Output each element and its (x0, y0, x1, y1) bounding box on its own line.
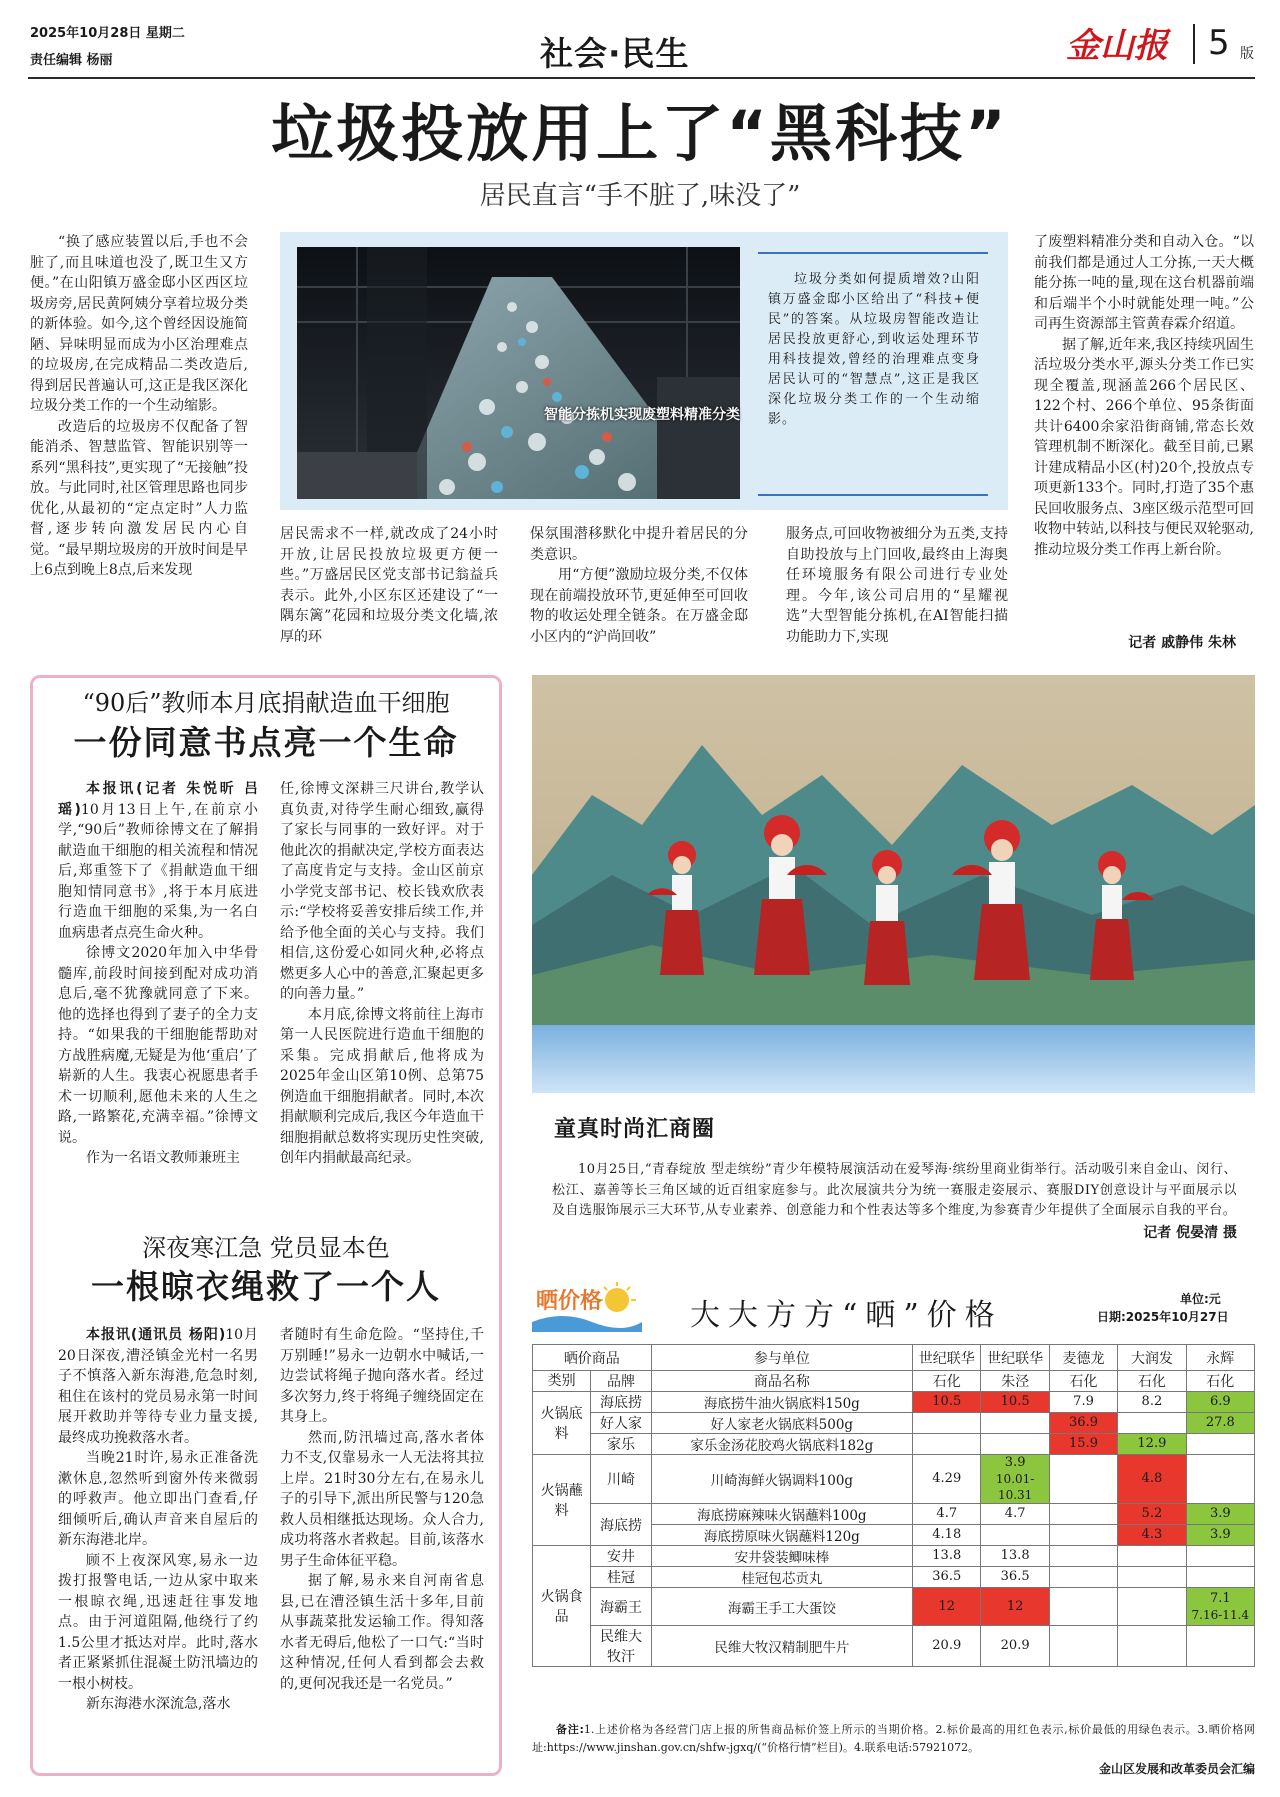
price-cell (1186, 1626, 1254, 1667)
category-cell: 火锅蘸料 (533, 1455, 591, 1546)
price-cell (1186, 1434, 1254, 1455)
subheader-cell: 朱泾 (981, 1371, 1049, 1392)
table-header-row (533, 1345, 1255, 1371)
price-value: 36.9 (1069, 1415, 1098, 1430)
price-cell (981, 1455, 1049, 1504)
logo-text: 晒价格 (536, 1289, 603, 1314)
lead-feature-box (280, 232, 1008, 510)
brand-cell: 海底捞 (591, 1392, 651, 1413)
price-cell (1049, 1434, 1117, 1455)
lead-column-1: “换了感应装置以后,手也不会脏了,而且味道也没了,既卫生又方便。”在山阳镇万盛金邸小区西区垃圾房旁,居民黄阿姨分享着垃圾分类的新体验。如今,这个曾经因设施简陋、异味明显而成为小区治理难点的垃圾房,在完成精品二类改造后,得到居民普遍认可,这正是我区深化垃圾分类工作的一个生动缩影。 改造后的垃圾房不仅配备了智能消杀、智慧监管、智能识别等一系列“黑科技”,更实现了“无接触”投放。与此同时,社区管理思路也同步优化,从最初的“定点定时”人力监督,逐步转向激发居民内心自觉。“最早期垃圾房的开放时间是早上6点到晚上8点,后来发现 (30, 234, 248, 578)
brand-cell: 桂冠 (591, 1567, 651, 1588)
price-value: 12 (1006, 1598, 1024, 1614)
table-row (533, 1455, 1255, 1504)
story2-column-1: 本报讯(记者 朱悦昕 吕瑶)10月13日上午,在前京小学,“90后”教师徐博文在了解捐献造血干细胞的相关流程和情况后,郑重签下了《捐献造血干细胞知情同意书》,将于本月底进行造血干细胞的采集,为一名白血病患者点亮生命火种。 徐博文2020年加入中华骨髓库,前段时间接到配对成功消息后,毫不犹豫就同意了下来。他的选择也得到了妻子的全力支持。“如果我的干细胞能帮助对方战胜病魔,无疑是为他‘重启’了崭新的人生。我衷心祝愿患者手术一切顺利,愿他未来的人生之路,一路繁花,充满幸福。”徐博文说。 作为一名语文教师兼班主 (58, 781, 258, 1166)
lead-subhead: 居民直言“手不脏了,味没了” (479, 181, 801, 211)
price-value: 36.5 (1000, 1569, 1030, 1584)
price-cell (913, 1567, 981, 1588)
price-value: 36.5 (932, 1569, 962, 1584)
price-cell (981, 1546, 1049, 1567)
price-logo (532, 1282, 642, 1332)
subheader-cell: 品牌 (591, 1371, 651, 1392)
editor-credit: 责任编辑 杨丽 (30, 53, 113, 68)
product-cell: 海底捞麻辣味火锅蘸料100g (651, 1504, 912, 1525)
price-cell (1049, 1626, 1117, 1667)
price-cell (1186, 1392, 1254, 1413)
price-value: 4.18 (932, 1527, 962, 1542)
price-cell (1049, 1413, 1117, 1434)
header-cell: 参与单位 (651, 1345, 912, 1371)
price-value: 20.9 (932, 1638, 962, 1653)
price-cell (1118, 1434, 1186, 1455)
brand-cell: 家乐 (591, 1434, 651, 1455)
price-table (532, 1344, 1255, 1667)
table-row (533, 1392, 1255, 1413)
price-cell (1049, 1546, 1117, 1567)
sorting-machine-photo (297, 247, 740, 499)
table-row (533, 1434, 1255, 1455)
story3-column-1: 本报讯(通讯员 杨阳)10月20日深夜,漕泾镇金光村一名男子不慎落入新东海港,危急时刻,租住在该村的党员易永第一时间展开救助并等待专业力量支援,最终成功挽救落水者。 当晚21时许,易永正准备洗漱休息,忽然听到窗外传来微弱的呼救声。他立即出门查看,仔细倾听后,确认声音来自屋后的新东海港北岸。 顾不上夜深风寒,易永一边拨打报警电话,一边从家中取来一根晾衣绳,迅速赶往事发地点。由于河道阻隔,他绕行了约1.5公里才抵达对岸。此时,落水者正紧紧抓住混凝土防汛墙边的一根小树枝。 新东海港水深流急,落水 (58, 1327, 258, 1712)
table-row (533, 1588, 1255, 1626)
subheader-cell: 石化 (1049, 1371, 1117, 1392)
price-value: 13.8 (1000, 1548, 1030, 1563)
price-value: 8.2 (1141, 1394, 1163, 1409)
paper-logo: 金山报 (1066, 26, 1168, 66)
price-value: 27.8 (1205, 1415, 1235, 1430)
price-cell (913, 1504, 981, 1525)
header-cell: 麦德龙 (1049, 1345, 1117, 1371)
lead-column-4: 服务点,可回收物被细分为五类,支持自助投放与上门回收,最终由上海奥任环境服务有限公司进行专业处理。今年,该公司启用的“星耀视选”大型智能分拣机,在AI智能扫描功能助力下,实现 (786, 526, 1008, 645)
price-value: 7.1 (1209, 1590, 1231, 1606)
price-cell (913, 1546, 981, 1567)
header-cell: 世纪联华 (981, 1345, 1049, 1371)
price-value: 4.7 (936, 1506, 958, 1521)
lead-column-5: 了废塑料精准分类和自动入仓。“以前我们都是通过人工分拣,一天大概能分拣一吨的量,现在这台机器前端和后端半个小时就能处理一吨。”公司再生资源部主管黄春霖介绍道。 据了解,近年来,我区持续巩固生活垃圾分类水平,源头分类工作已实现全覆盖,现涵盖266个居民区、122个村、266个单位、95条街面共计6400余家沿街商铺,常态长效管理机制不断深化。截至目前,已累计建成精品小区(村)20个,投放点专项更新133个。同时,打造了35个惠民回收服务点、3座区级示范型可回收物中转站,以科技与便民双轮驱动,推动垃圾分类工作再上新台阶。 (1034, 234, 1254, 558)
product-cell: 家乐金汤花胶鸡火锅底料182g (651, 1434, 912, 1455)
price-cell (913, 1455, 981, 1504)
table-subheader-row (533, 1371, 1255, 1392)
price-source: 金山区发展和改革委员会汇编 (1098, 1762, 1255, 1776)
issue-date: 2025年10月28日 星期二 (30, 26, 185, 41)
summary-rule-top (758, 252, 988, 254)
price-title: 大大方方“晒”价格 (690, 1298, 1003, 1333)
price-value: 5.2 (1141, 1506, 1163, 1521)
table-row (533, 1546, 1255, 1567)
summary-rule-bottom (758, 494, 988, 496)
subheader-cell: 石化 (1186, 1371, 1254, 1392)
page-suffix: 版 (1240, 46, 1254, 62)
price-cell (1186, 1567, 1254, 1588)
price-cell (981, 1567, 1049, 1588)
price-cell (1049, 1525, 1117, 1546)
table-row (533, 1413, 1255, 1434)
masthead-divider (1193, 24, 1195, 64)
brand-cell: 安井 (591, 1546, 651, 1567)
price-value: 10.5 (932, 1394, 962, 1409)
photo-story-text: 10月25日,“青春绽放 型走缤纷”青少年模特展演活动在爱琴海·缤纷里商业街举行。活动吸引来自金山、闵行、松江、嘉善等长三角区域的近百组家庭参与。此次展演共分为统一赛服走姿展示、赛服DIY创意设计与平面展示以及自选服饰展示三大环节,从专业素养、创意能力和个性表达等多个维度,为参赛青少年提供了全面展示自我的平台。 (552, 1162, 1237, 1218)
price-value: 4.3 (1141, 1527, 1163, 1542)
masthead-rule (28, 77, 1255, 79)
table-row (533, 1567, 1255, 1588)
price-cell (1186, 1413, 1254, 1434)
price-cell (1049, 1588, 1117, 1626)
lead-column-2: 居民需求不一样,就改成了24小时开放,让居民投放垃圾更方便一些。”万盛居民区党支部书记翁益兵表示。此外,小区东区还建设了“一隅东篱”花园和垃圾分类文化墙,浓厚的环 (280, 526, 498, 645)
price-value: 7.16-11.4 (1191, 1607, 1250, 1622)
brand-cell: 民维大牧汗 (591, 1626, 651, 1667)
price-cell (1049, 1455, 1117, 1504)
photo-story-title: 童真时尚汇商圈 (554, 1117, 716, 1142)
lead-summary: 垃圾分类如何提质增效?山阳镇万盛金邸小区给出了“科技+便民”的答案。从垃圾房智能改造让居民投放更舒心,到收运处理环节用科技提效,曾经的治理难点变身居民认可的“智慧点”,这正是我区深化垃圾分类工作的一个生动缩影。 (768, 272, 980, 427)
price-cell (981, 1525, 1049, 1546)
header-cell: 永辉 (1186, 1345, 1254, 1371)
subheader-cell: 商品名称 (651, 1371, 912, 1392)
story3-headline: 一根晾衣绳救了一个人 (91, 1267, 441, 1306)
price-cell (981, 1413, 1049, 1434)
price-value: 3.9 (1209, 1527, 1231, 1542)
price-cell (1049, 1567, 1117, 1588)
price-cell (1118, 1504, 1186, 1525)
price-cell (1118, 1626, 1186, 1667)
price-cell (1186, 1525, 1254, 1546)
price-cell (1049, 1392, 1117, 1413)
price-cell (913, 1413, 981, 1434)
price-cell (1118, 1588, 1186, 1626)
product-cell: 好人家老火锅底料500g (651, 1413, 912, 1434)
price-cell (913, 1588, 981, 1626)
product-cell: 民维大牧汉精制肥牛片 (651, 1626, 912, 1667)
price-value: 3.9 (1209, 1506, 1231, 1521)
fashion-show-photo (532, 675, 1255, 1093)
price-cell (913, 1392, 981, 1413)
brand-cell: 川崎 (591, 1455, 651, 1504)
price-cell (1186, 1546, 1254, 1567)
table-row (533, 1626, 1255, 1667)
product-cell: 桂冠包芯贡丸 (651, 1567, 912, 1588)
price-value: 12 (938, 1598, 956, 1614)
price-value: 3.9 (1004, 1455, 1026, 1470)
page-number: 5 (1208, 23, 1230, 63)
category-cell: 火锅底料 (533, 1392, 591, 1455)
price-cell (1118, 1413, 1186, 1434)
price-value: 10.5 (1000, 1394, 1030, 1409)
price-value: 7.9 (1073, 1394, 1094, 1409)
price-value: 4.7 (1004, 1506, 1026, 1521)
price-cell (1186, 1588, 1254, 1626)
story2-headline: 一份同意书点亮一个生命 (73, 723, 459, 762)
price-value: 13.8 (932, 1548, 962, 1563)
price-date: 日期:2025年10月27日 (1097, 1310, 1229, 1324)
price-cell (981, 1626, 1049, 1667)
subheader-cell: 石化 (913, 1371, 981, 1392)
story3-column-2: 者随时有生命危险。“坚持住,千万别睡!”易永一边朝水中喊话,一边尝试将绳子抛向落水者。经过多次努力,终于将绳子缠绕固定在其身上。 然而,防汛墙过高,落水者体力不支,仅靠易永一人无法将其拉上岸。21时30分左右,在易永儿子的引导下,派出所民警与120急救人员相继抵达现场。众人合力,成功将落水者救起。目前,该落水男子生命体征平稳。 据了解,易永来自河南省息县,已在漕泾镇生活十多年,目前从事蔬菜批发运输工作。得知落水者无碍后,他松了一口气:“当时这种情况,任何人看到都会去救的,更何况我还是一名党员。” (280, 1327, 484, 1692)
price-cell (1186, 1455, 1254, 1504)
price-cell (1049, 1504, 1117, 1525)
price-cell (981, 1392, 1049, 1413)
price-cell (1118, 1455, 1186, 1504)
price-unit: 单位:元 (1180, 1292, 1221, 1306)
brand-cell: 海底捞 (591, 1504, 651, 1546)
story2-kicker: “90后”教师本月底捐献造血干细胞 (82, 689, 450, 717)
price-cell (1186, 1504, 1254, 1525)
header-cell: 大润发 (1118, 1345, 1186, 1371)
product-cell: 川崎海鲜火锅调料100g (651, 1455, 912, 1504)
category-cell: 火锅食品 (533, 1546, 591, 1667)
header-cell: 晒价商品 (533, 1345, 652, 1371)
brand-cell: 海霸王 (591, 1588, 651, 1626)
price-cell (981, 1504, 1049, 1525)
price-value: 4.8 (1141, 1471, 1163, 1486)
price-cell (981, 1588, 1049, 1626)
price-cell (913, 1525, 981, 1546)
story2-column-2: 任,徐博文深耕三尺讲台,教学认真负责,对待学生耐心细致,赢得了家长与同事的一致好评。对于他此次的捐献决定,学校方面表达了高度肯定与支持。金山区前京小学党支部书记、校长钱欢欣表示:“学校将妥善安排后续工作,并给予他全面的关心与支持。我们相信,这份爱心如同火种,必将点燃更多人心中的善意,汇聚起更多的向善力量。” 本月底,徐博文将前往上海市第一人民医院进行造血干细胞的采集。完成捐献后,他将成为2025年金山区第10例、总第75例造血干细胞捐献者。同时,本次捐献顺利完成后,我区今年造血干细胞捐献总数将实现历史性突破,创年内捐献最高纪录。 (280, 781, 484, 1166)
product-cell: 安井袋装鲫味棒 (651, 1546, 912, 1567)
price-note: 备注:1.上述价格为各经营门店上报的所售商品标价签上所示的当期价格。2.标价最高的用红色表示,标价最低的用绿色表示。3.晒价格网址:https://www.jinshan.gov.cn/shfw-jgxq/(“价格行情”栏目)。4.联系电话:57921072。 (532, 1723, 1255, 1754)
price-value: 4.29 (932, 1471, 962, 1486)
subheader-cell: 石化 (1118, 1371, 1186, 1392)
photo-caption: 智能分拣机实现废塑料精准分类 (544, 407, 740, 423)
lead-column-3: 保氛围潜移默化中提升着居民的分类意识。 用“方便”激励垃圾分类,不仅体现在前端投放环节,更延伸至可回收物的收运处理全链条。在万盛金邸小区内的“沪尚回收” (530, 526, 748, 645)
table-row (533, 1504, 1255, 1525)
product-cell: 海底捞原味火锅蘸料120g (651, 1525, 912, 1546)
price-cell (1118, 1525, 1186, 1546)
header-cell: 世纪联华 (913, 1345, 981, 1371)
brand-cell: 好人家 (591, 1413, 651, 1434)
price-cell (913, 1626, 981, 1667)
price-cell (1118, 1546, 1186, 1567)
section-title: 社会·民生 (540, 34, 690, 73)
price-value: 6.9 (1209, 1394, 1231, 1409)
price-cell (1118, 1392, 1186, 1413)
price-value: 10.01-10.31 (995, 1472, 1035, 1502)
price-cell (913, 1434, 981, 1455)
lead-byline: 记者 戚静伟 朱林 (1128, 635, 1236, 651)
story3-kicker: 深夜寒江急 党员显本色 (142, 1234, 390, 1262)
subheader-cell: 类别 (533, 1371, 591, 1392)
price-value: 20.9 (1000, 1638, 1030, 1653)
price-cell (981, 1434, 1049, 1455)
lead-headline: 垃圾投放用上了“黑科技” (271, 97, 1009, 170)
photo-story-byline: 记者 倪晏清 摄 (1143, 1225, 1237, 1241)
product-cell: 海底捞牛油火锅底料150g (651, 1392, 912, 1413)
price-cell (1118, 1567, 1186, 1588)
price-value: 15.9 (1069, 1436, 1098, 1451)
price-value: 12.9 (1137, 1436, 1167, 1451)
product-cell: 海霸王手工大蛋饺 (651, 1588, 912, 1626)
